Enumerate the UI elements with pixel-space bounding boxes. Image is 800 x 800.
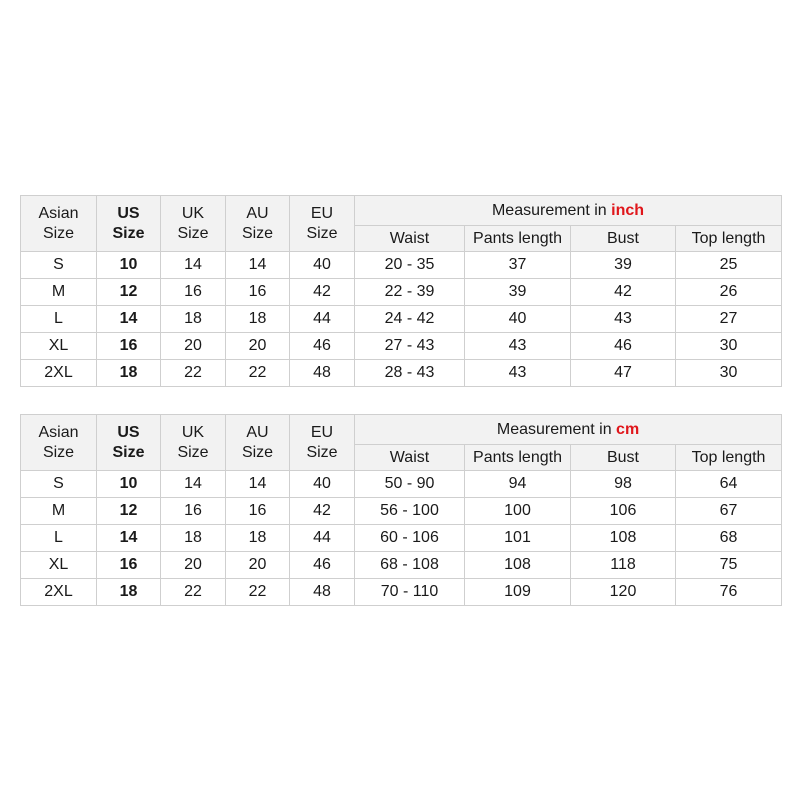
us-size-cell: 18 — [97, 579, 161, 606]
table-row — [21, 471, 782, 498]
us-size-cell: 12 — [97, 279, 161, 306]
eu-size-header: EU Size — [290, 415, 355, 471]
us-size-cell: 14 — [97, 525, 161, 552]
uk-size-cell: 22 — [161, 360, 226, 387]
pants-length-cell: 37 — [465, 252, 571, 279]
pants-length-cell: 108 — [465, 552, 571, 579]
asian-size-cell: S — [21, 471, 97, 498]
eu-size-cell: 42 — [290, 498, 355, 525]
uk-size-header: UK Size — [161, 196, 226, 252]
waist-cell: 20 - 35 — [355, 252, 465, 279]
table-row — [21, 579, 782, 606]
uk-size-cell: 14 — [161, 252, 226, 279]
header-row — [21, 415, 782, 445]
waist-cell: 22 - 39 — [355, 279, 465, 306]
waist-cell: 68 - 108 — [355, 552, 465, 579]
asian-size-cell: M — [21, 498, 97, 525]
unit-label: cm — [616, 420, 640, 438]
bust-cell: 118 — [571, 552, 676, 579]
pants-length-cell: 100 — [465, 498, 571, 525]
au-size-cell: 22 — [226, 579, 290, 606]
unit-label: inch — [611, 201, 645, 219]
size-table-inch — [20, 195, 782, 387]
eu-size-cell: 40 — [290, 252, 355, 279]
asian-size-cell: XL — [21, 552, 97, 579]
us-size-cell: 16 — [97, 552, 161, 579]
table-row — [21, 252, 782, 279]
waist-cell: 56 - 100 — [355, 498, 465, 525]
waist-cell: 60 - 106 — [355, 525, 465, 552]
au-size-header: AU Size — [226, 415, 290, 471]
bust-cell: 42 — [571, 279, 676, 306]
table-row — [21, 306, 782, 333]
eu-size-cell: 46 — [290, 552, 355, 579]
asian-size-cell: L — [21, 306, 97, 333]
eu-size-cell: 48 — [290, 579, 355, 606]
uk-size-cell: 16 — [161, 279, 226, 306]
top-length-cell: 67 — [676, 498, 782, 525]
bust-cell: 47 — [571, 360, 676, 387]
top-length-cell: 26 — [676, 279, 782, 306]
bust-cell: 46 — [571, 333, 676, 360]
top-length-header: Top length — [676, 445, 782, 471]
waist-cell: 50 - 90 — [355, 471, 465, 498]
eu-size-cell: 40 — [290, 471, 355, 498]
pants-length-header: Pants length — [465, 445, 571, 471]
top-length-header: Top length — [676, 226, 782, 252]
uk-size-cell: 18 — [161, 306, 226, 333]
asian-size-header: Asian Size — [21, 196, 97, 252]
uk-size-header: UK Size — [161, 415, 226, 471]
top-length-cell: 27 — [676, 306, 782, 333]
table-row — [21, 360, 782, 387]
asian-size-cell: XL — [21, 333, 97, 360]
au-size-cell: 18 — [226, 306, 290, 333]
us-size-cell: 18 — [97, 360, 161, 387]
us-size-cell: 14 — [97, 306, 161, 333]
bust-cell: 43 — [571, 306, 676, 333]
us-size-cell: 12 — [97, 498, 161, 525]
pants-length-cell: 109 — [465, 579, 571, 606]
au-size-cell: 20 — [226, 333, 290, 360]
asian-size-cell: M — [21, 279, 97, 306]
uk-size-cell: 20 — [161, 333, 226, 360]
eu-size-header: EU Size — [290, 196, 355, 252]
bust-cell: 106 — [571, 498, 676, 525]
pants-length-cell: 39 — [465, 279, 571, 306]
eu-size-cell: 46 — [290, 333, 355, 360]
waist-cell: 70 - 110 — [355, 579, 465, 606]
us-size-cell: 10 — [97, 252, 161, 279]
eu-size-cell: 42 — [290, 279, 355, 306]
header-row — [21, 196, 782, 226]
pants-length-cell: 94 — [465, 471, 571, 498]
pants-length-cell: 101 — [465, 525, 571, 552]
waist-cell: 28 - 43 — [355, 360, 465, 387]
uk-size-cell: 20 — [161, 552, 226, 579]
table-row — [21, 552, 782, 579]
size-table-cm — [20, 414, 782, 606]
top-length-cell: 75 — [676, 552, 782, 579]
waist-header: Waist — [355, 445, 465, 471]
bust-cell: 39 — [571, 252, 676, 279]
table-row — [21, 525, 782, 552]
waist-cell: 27 - 43 — [355, 333, 465, 360]
top-length-cell: 76 — [676, 579, 782, 606]
uk-size-cell: 16 — [161, 498, 226, 525]
us-size-header: US Size — [97, 196, 161, 252]
uk-size-cell: 14 — [161, 471, 226, 498]
bust-header: Bust — [571, 226, 676, 252]
us-size-header: US Size — [97, 415, 161, 471]
bust-cell: 108 — [571, 525, 676, 552]
top-length-cell: 64 — [676, 471, 782, 498]
eu-size-cell: 44 — [290, 525, 355, 552]
eu-size-cell: 48 — [290, 360, 355, 387]
au-size-cell: 16 — [226, 498, 290, 525]
asian-size-cell: 2XL — [21, 360, 97, 387]
asian-size-cell: L — [21, 525, 97, 552]
table-row — [21, 279, 782, 306]
measurement-header: Measurement in cm — [355, 415, 782, 445]
waist-cell: 24 - 42 — [355, 306, 465, 333]
waist-header: Waist — [355, 226, 465, 252]
asian-size-cell: S — [21, 252, 97, 279]
uk-size-cell: 22 — [161, 579, 226, 606]
table-row — [21, 333, 782, 360]
bust-cell: 98 — [571, 471, 676, 498]
top-length-cell: 30 — [676, 360, 782, 387]
au-size-cell: 18 — [226, 525, 290, 552]
top-length-cell: 68 — [676, 525, 782, 552]
au-size-cell: 16 — [226, 279, 290, 306]
bust-cell: 120 — [571, 579, 676, 606]
top-length-cell: 25 — [676, 252, 782, 279]
au-size-cell: 14 — [226, 252, 290, 279]
asian-size-header: Asian Size — [21, 415, 97, 471]
pants-length-cell: 40 — [465, 306, 571, 333]
pants-length-header: Pants length — [465, 226, 571, 252]
au-size-header: AU Size — [226, 196, 290, 252]
asian-size-cell: 2XL — [21, 579, 97, 606]
au-size-cell: 14 — [226, 471, 290, 498]
uk-size-cell: 18 — [161, 525, 226, 552]
au-size-cell: 22 — [226, 360, 290, 387]
bust-header: Bust — [571, 445, 676, 471]
top-length-cell: 30 — [676, 333, 782, 360]
us-size-cell: 16 — [97, 333, 161, 360]
us-size-cell: 10 — [97, 471, 161, 498]
pants-length-cell: 43 — [465, 360, 571, 387]
table-row — [21, 498, 782, 525]
eu-size-cell: 44 — [290, 306, 355, 333]
au-size-cell: 20 — [226, 552, 290, 579]
measurement-header: Measurement in inch — [355, 196, 782, 226]
pants-length-cell: 43 — [465, 333, 571, 360]
